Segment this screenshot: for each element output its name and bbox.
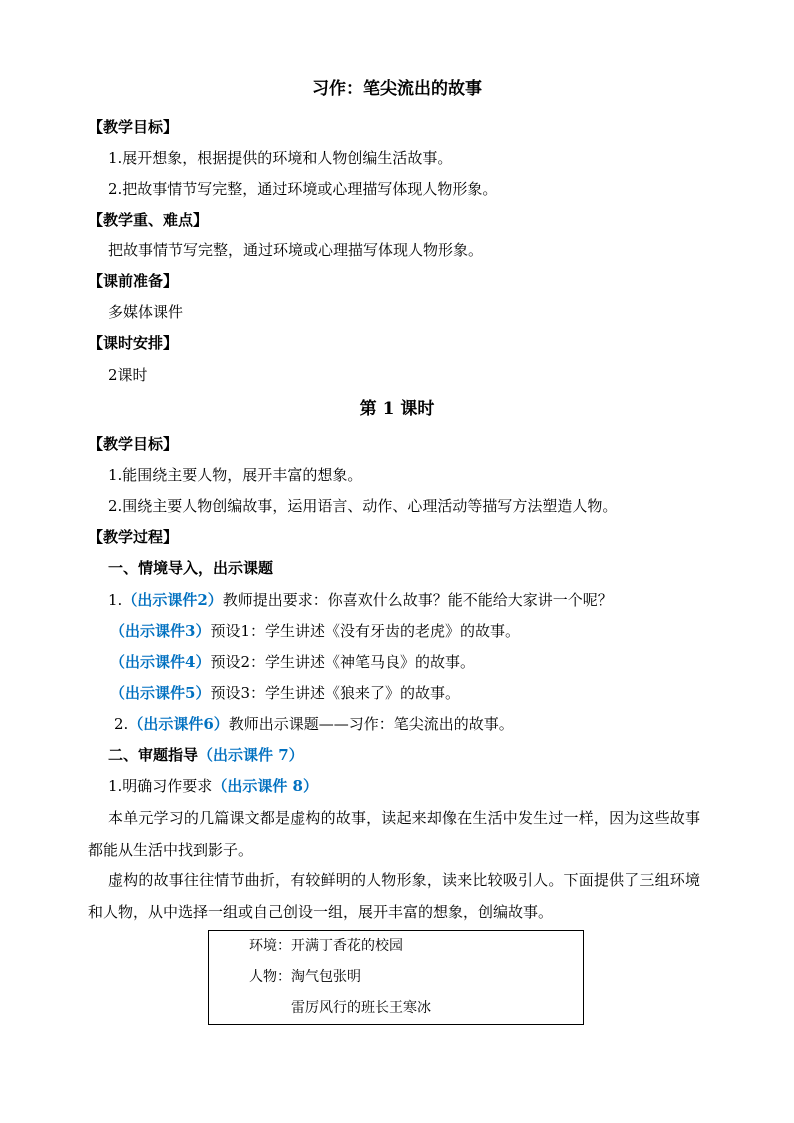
step-2-heading-text: 二、审题指导: [108, 746, 199, 764]
step-1-preset-1: [110, 621, 520, 641]
key-points-text: 把故事情节写完整，通过环境或心理描写体现人物形象。: [108, 241, 484, 259]
courseware-tag: （出示课件2）: [122, 591, 223, 609]
courseware-tag: （出示课件6）: [128, 715, 229, 733]
step-1-item-2: [114, 714, 514, 734]
story-prompt-box: [208, 930, 584, 1025]
item-text: 教师提出要求：你喜欢什么故事？能不能给大家讲一个呢？: [222, 591, 613, 609]
item-text: 教师出示课题——习作：笔尖流出的故事。: [228, 715, 514, 733]
section-heading-lesson-goals: 【教学目标】: [88, 435, 179, 453]
step-1-preset-3: [110, 683, 460, 703]
courseware-tag: （出示课件 8）: [212, 777, 318, 795]
schedule-text: 2课时: [108, 366, 148, 384]
item-number: 2.: [114, 715, 129, 733]
step-1-preset-2: [110, 652, 475, 672]
lesson-goal-item-2: 2.围绕主要人物创编故事，运用语言、动作、心理活动等描写方法塑造人物。: [108, 497, 618, 515]
courseware-tag: （出示课件5）: [110, 684, 211, 702]
item-number: 1.: [108, 591, 123, 609]
step-1-heading: 一、情境导入，出示课题: [108, 559, 274, 577]
goal-item-1: 1.展开想象，根据提供的环境和人物创编生活故事。: [108, 149, 453, 167]
box-environment: 环境：开满丁香花的校园: [249, 938, 403, 954]
requirement-text: 1.明确习作要求: [108, 777, 213, 795]
requirement-heading: [108, 776, 318, 796]
item-text: 预设2：学生讲述《神笔马良》的故事。: [210, 653, 475, 671]
item-text: 预设1：学生讲述《没有牙齿的老虎》的故事。: [210, 622, 520, 640]
document-title: 习作：笔尖流出的故事: [312, 79, 482, 99]
paragraph-2: 虚构的故事往往情节曲折，有较鲜明的人物形象，读来比较吸引人。下面提供了三组环境和人物，从中选择一组或自己创设一组，展开丰富的想象，创编故事。: [88, 871, 700, 921]
courseware-tag: （出示课件3）: [110, 622, 211, 640]
section-heading-process: 【教学过程】: [88, 528, 179, 546]
section-heading-key-points: 【教学重、难点】: [88, 211, 209, 229]
goal-item-2: 2.把故事情节写完整，通过环境或心理描写体现人物形象。: [108, 180, 498, 198]
section-heading-schedule: 【课时安排】: [88, 334, 179, 352]
section-heading-teaching-goals: 【教学目标】: [88, 118, 179, 136]
box-character-2: 雷厉风行的班长王寒冰: [291, 1000, 431, 1016]
item-text: 预设3：学生讲述《狼来了》的故事。: [210, 684, 460, 702]
paragraph-1: 本单元学习的几篇课文都是虚构的故事，读起来却像在生活中发生过一样，因为这些故事都能从生活中找到影子。: [88, 809, 700, 859]
courseware-tag: （出示课件 7）: [198, 746, 304, 764]
courseware-tag: （出示课件4）: [110, 653, 211, 671]
section-heading-preparation: 【课前准备】: [88, 272, 179, 290]
lesson-goal-item-1: 1.能围绕主要人物，展开丰富的想象。: [108, 466, 363, 484]
preparation-text: 多媒体课件: [108, 303, 184, 321]
step-2-heading: [108, 745, 304, 765]
lesson-title: 第 1 课时: [359, 399, 435, 419]
box-characters: 人物：淘气包张明: [249, 969, 361, 985]
step-1-item-1: [108, 590, 613, 610]
